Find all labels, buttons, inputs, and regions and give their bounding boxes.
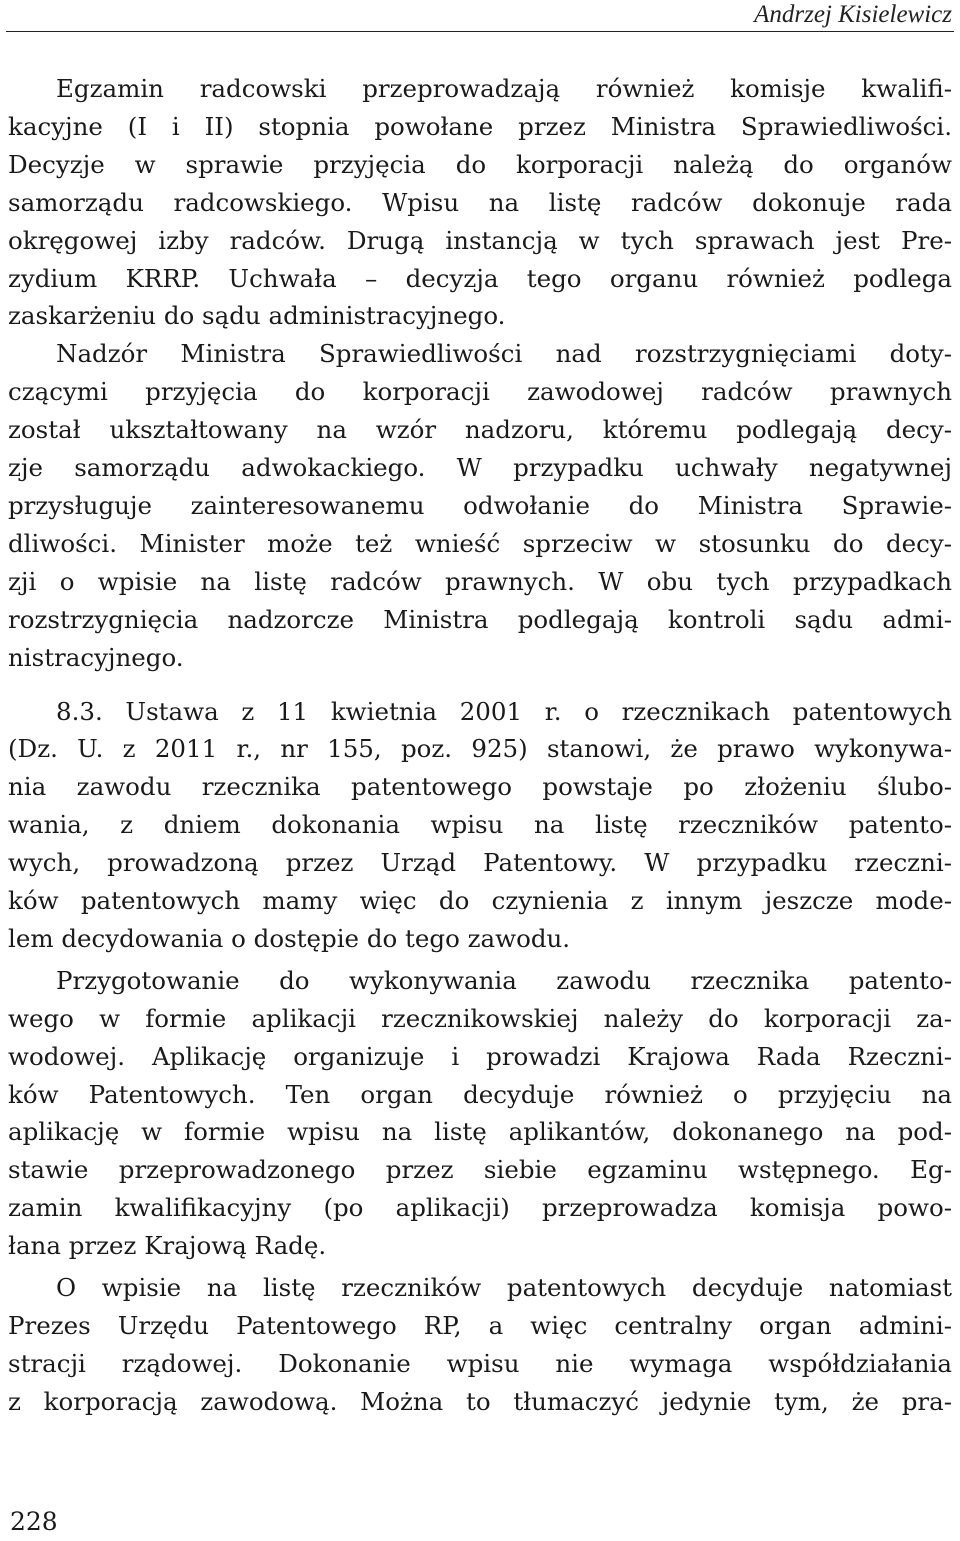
running-head: Andrzej Kisielewicz (754, 1, 952, 28)
text-line: nistracyjnego. (8, 642, 184, 672)
text-line: stracji rządowej. Dokonanie wpisu nie wymaga współdziałania (8, 1348, 952, 1378)
text-line: zje samorządu adwokackiego. W przypadku uchwały negatywnej (8, 453, 952, 483)
text-line: lem decydowania o dostępie do tego zawodu. (8, 923, 571, 953)
page-number: 228 (10, 1507, 58, 1536)
text-line: aplikację w formie wpisu na listę aplikantów, dokonanego na pod- (8, 1117, 952, 1147)
text-line: ków Patentowych. Ten organ decyduje również o przyjęciu na (8, 1079, 952, 1109)
text-line: dliwości. Minister może też wnieść sprzeciw w stosunku do decy- (8, 528, 952, 558)
text-line: nia zawodu rzecznika patentowego powstaje po złożeniu ślubo- (8, 772, 952, 802)
text-line: zaskarżeniu do sądu administracyjnego. (8, 301, 506, 331)
text-line: samorządu radcowskiego. Wpisu na listę radców dokonuje rada (8, 187, 952, 217)
text-line: okręgowej izby radców. Drugą instancją w tych sprawach jest Pre- (8, 225, 952, 255)
text-line: został ukształtowany na wzór nadzoru, któremu podlegają decy- (8, 415, 952, 445)
text-line: przysługuje zainteresowanemu odwołanie do Ministra Sprawie- (8, 490, 952, 520)
text-line: 8.3. Ustawa z 11 kwietnia 2001 r. o rzecznikach patentowych (56, 696, 952, 726)
text-line: z korporacją zawodową. Można to tłumaczyć jedynie tym, że pra- (8, 1386, 952, 1416)
text-line: Decyzje w sprawie przyjęcia do korporacji należą do organów (8, 149, 952, 179)
text-line: Przygotowanie do wykonywania zawodu rzecznika patento- (56, 965, 952, 995)
paragraph (8, 693, 952, 958)
text-line: łana przez Krajową Radę. (8, 1231, 327, 1261)
text-line: zydium KRRP. Uchwała – decyzja tego organu również podlega (8, 263, 952, 293)
text-line: czącymi przyjęcia do korporacji zawodowej radców prawnych (8, 377, 952, 407)
text-line: Egzamin radcowski przeprowadzają również komisje kwalifi- (56, 74, 952, 103)
text-line: zji o wpisie na listę radców prawnych. W obu tych przypadkach (8, 566, 952, 596)
text-line: wodowej. Aplikację organizuje i prowadzi Krajowa Rada Rzeczni- (8, 1041, 952, 1071)
body-text (8, 70, 952, 1421)
text-line: (Dz. U. z 2011 r., nr 155, poz. 925) stanowi, że prawo wykonywa- (8, 734, 952, 764)
text-line: rozstrzygnięcia nadzorcze Ministra podlegają kontroli sądu admi- (8, 604, 952, 634)
paragraph (8, 1269, 952, 1421)
text-line: wego w formie aplikacji rzecznikowskiej należy do korporacji za- (8, 1003, 952, 1033)
paragraph (8, 70, 952, 335)
text-line: Prezes Urzędu Patentowego RP, a więc centralny organ admini- (8, 1311, 952, 1340)
header-rule (6, 31, 954, 32)
text-line: zamin kwalifikacyjny (po aplikacji) przeprowadza komisja powo- (8, 1193, 952, 1223)
text-line: kacyjne (I i II) stopnia powołane przez Ministra Sprawiedliwości. (8, 111, 952, 141)
paragraph (8, 962, 952, 1265)
text-line: ków patentowych mamy więc do czynienia z innym jeszcze mode- (8, 886, 952, 916)
paragraph (8, 335, 952, 676)
text-line: Nadzór Ministra Sprawiedliwości nad rozstrzygnięciami doty- (56, 339, 952, 369)
text-line: wania, z dniem dokonania wpisu na listę rzeczników patento- (8, 810, 952, 840)
text-line: wych, prowadzoną przez Urząd Patentowy. W przypadku rzeczni- (8, 848, 952, 878)
text-line: O wpisie na listę rzeczników patentowych decyduje natomiast (56, 1273, 952, 1303)
text-line: stawie przeprowadzonego przez siebie egzaminu wstępnego. Eg- (8, 1155, 952, 1185)
